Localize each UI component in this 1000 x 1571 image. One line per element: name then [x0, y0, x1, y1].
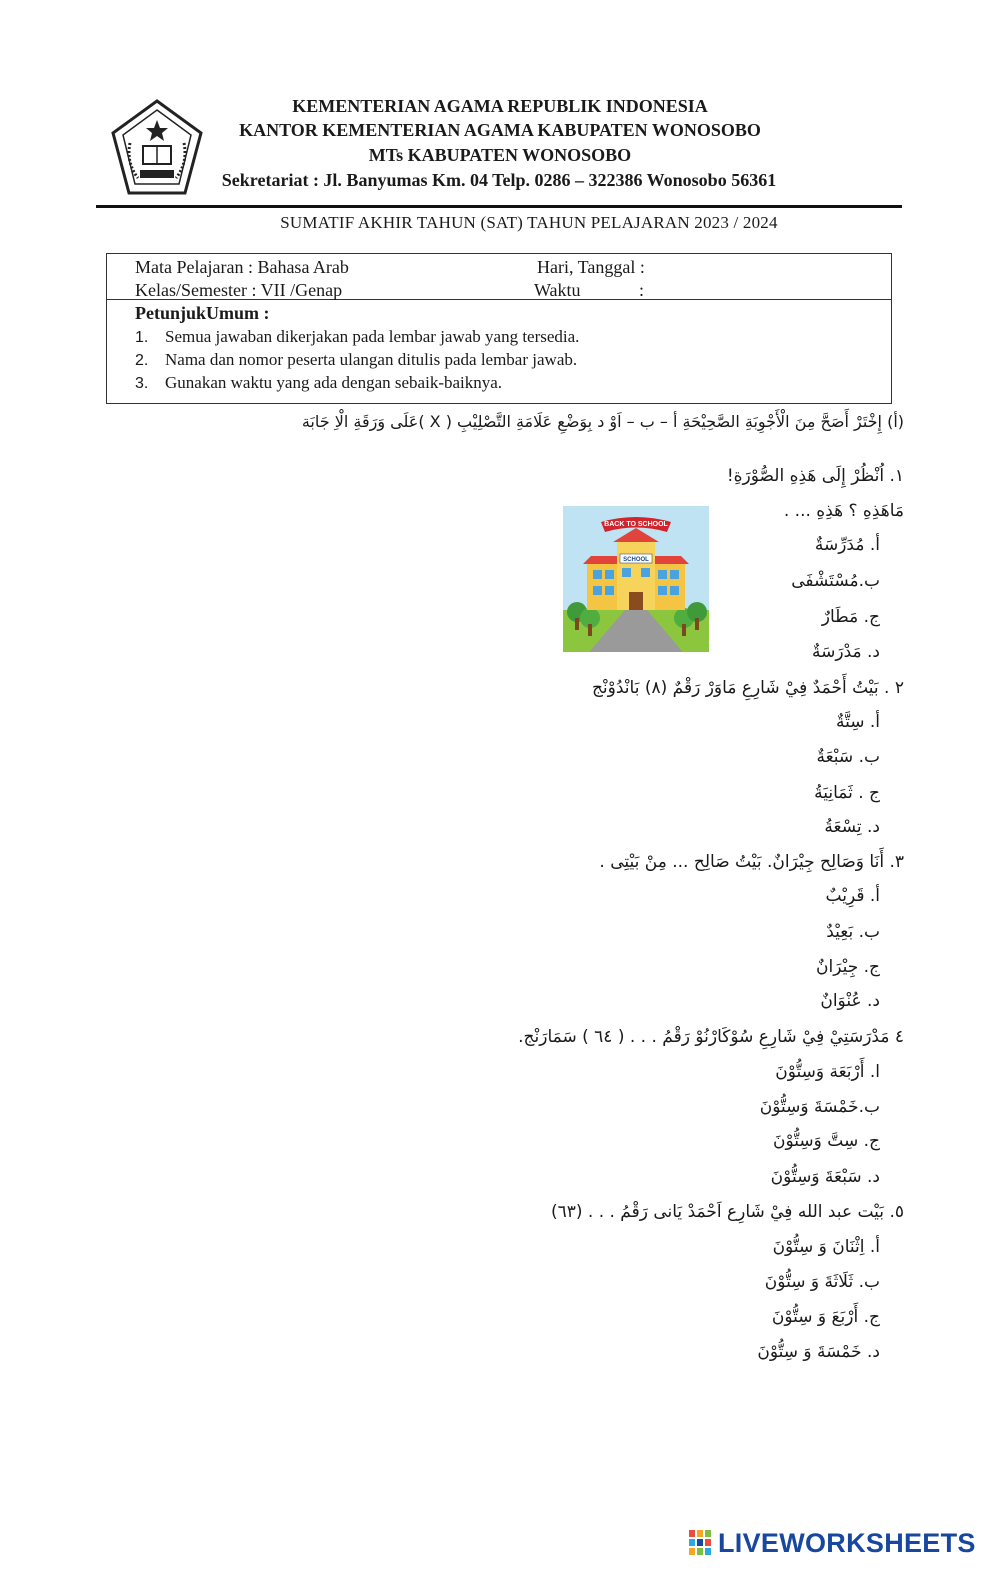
header-rule [96, 205, 902, 208]
question-3-option-c[interactable]: ج. جِيْرَانٌ [815, 957, 880, 977]
question-3-option-d[interactable]: د. عُنْوَانٌ [820, 991, 880, 1011]
question-5-option-a[interactable]: أ. اِثْنَانَ وَ سِتُّوْنَ [772, 1237, 880, 1257]
question-5-stem: ٥. بَيْت عبد الله فِيْ شَارِع اَحْمَدْ يَانى رَقْمُ . . . (٦٣) [550, 1202, 904, 1222]
school-building-image [563, 506, 709, 652]
question-5-option-d[interactable]: د. خَمْسَةَ وَ سِتُّوْنَ [757, 1342, 880, 1362]
question-1-sub: مَاهَذِهِ ؟ هَذِهِ ... . [783, 501, 904, 521]
question-3-option-b[interactable]: ب. بَعِيْدٌ [826, 922, 880, 942]
subject-field: Mata Pelajaran : Bahasa Arab [135, 257, 349, 277]
brand-text: LIVEWORKSHEETS [718, 1527, 976, 1558]
question-4-option-c[interactable]: ج. سِتَّ وَسِتُّوْنَ [773, 1131, 880, 1151]
class-field: Kelas/Semester : VII /Genap [135, 280, 343, 300]
question-4-option-d[interactable]: د. سَبْعَةَ وَسِتُّوْنَ [770, 1167, 880, 1187]
question-1-option-b[interactable]: ب.مُسْتَشْفَى [791, 571, 880, 591]
question-4-option-b[interactable]: ب.خَمْسَةَ وَسِتُّوْنَ [759, 1097, 880, 1117]
question-2-option-d[interactable]: د. تِسْعَةُ [824, 817, 880, 837]
ministry-name: KEMENTERIAN AGAMA REPUBLIK INDONESIA [292, 96, 708, 116]
exam-title: SUMATIF AKHIR TAHUN (SAT) TAHUN PELAJARAN 2023 / 2024 [280, 213, 778, 232]
ministry-logo [108, 98, 206, 198]
instructions-title: PetunjukUmum : [135, 303, 270, 323]
date-field: Hari, Tanggal : [537, 257, 645, 277]
question-5-option-c[interactable]: ج. أَرْبَعَ وَ سِتُّوْنَ [771, 1307, 880, 1327]
instruction-item: 3. Gunakan waktu yang ada dengan sebaik-baiknya. [135, 373, 503, 392]
question-2-option-c[interactable]: ج . ثَمَانِيَةُ [814, 783, 880, 803]
time-field: Waktu : [534, 280, 645, 300]
school-sign-text: SCHOOL [623, 557, 649, 563]
question-5-option-b[interactable]: ب. ثَلَاثَةَ وَ سِتُّوْنَ [764, 1272, 880, 1292]
school-address: Sekretariat : Jl. Banyumas Km. 04 Telp. 0286 – 322386 Wonosobo 56361 [221, 170, 777, 190]
liveworksheets-logo-icon [688, 1528, 714, 1558]
liveworksheets-brand[interactable] [688, 1526, 976, 1560]
question-2-option-a[interactable]: أ. سِتَّةٌ [835, 712, 880, 732]
office-name: KANTOR KEMENTERIAN AGAMA KABUPATEN WONOSOBO [239, 120, 761, 140]
question-3-stem: ٣. أَنَا وَصَالِح جِيْرَانٌ. بَيْتُ صَالِح ... مِنْ بَيْتِى . [599, 852, 904, 872]
question-3-option-a[interactable]: أ. قَرِيْبٌ [825, 886, 880, 906]
question-2-option-b[interactable]: ب. سَبْعَةٌ [816, 747, 880, 767]
question-1-stem: ١. اُنْظُرْ إِلَى هَذِهِ الصُّوْرَةِ! [726, 466, 904, 486]
banner-text: BACK TO SCHOOL [604, 521, 668, 528]
question-1-option-d[interactable]: د. مَدْرَسَةٌ [812, 642, 880, 662]
instruction-item: 2. Nama dan nomor peserta ulangan ditulis pada lembar jawab. [135, 350, 578, 369]
question-1-option-a[interactable]: أ. مُدَرِّسَةٌ [814, 535, 880, 555]
question-1-option-c[interactable]: ج. مَطَارٌ [821, 607, 880, 627]
instruction-item: 1. Semua jawaban dikerjakan pada lembar jawab yang tersedia. [135, 327, 580, 346]
arabic-instruction: (أ) إِخْتَرْ أَصَحَّ مِنَ الْأَجْوِبَةِ الصَّحِيْحَةِ أ – ب – اَوْ د بِوَضْعِ عَلَامَةِ التَّصْلِيْبِ ( X )عَلَى وَرَقَةِ الْاِ جَابَة [301, 412, 904, 431]
school-name: MTs KABUPATEN WONOSOBO [368, 145, 632, 165]
question-2-stem: ٢ . بَيْتُ أَحْمَدٌ فِيْ شَارِعِ مَاوَرْ رَقْمٌ (٨) بَانْدُوْنْج [591, 678, 904, 698]
question-4-option-a[interactable]: ا. أَرْبَعَة وَسِتُّوْنَ [775, 1062, 880, 1082]
question-4-stem: ٤ مَدْرَسَتِيْ فِيْ شَارِعِ سُوْكَارْنُوْ رَقْمُ . . . ( ٦٤ ) سَمَارَنْج. [518, 1027, 904, 1047]
